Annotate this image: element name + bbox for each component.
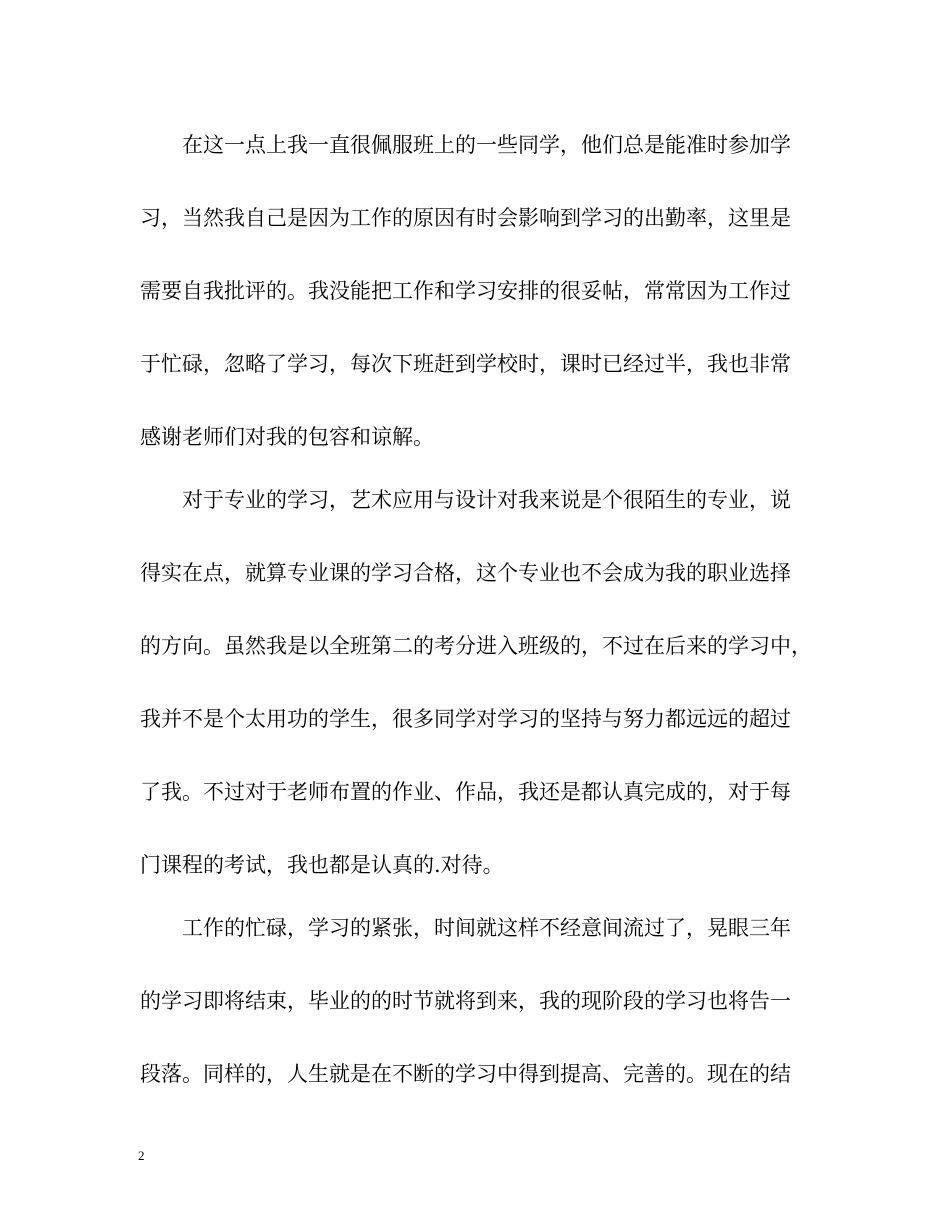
text-line: 需要自我批评的。我没能把工作和学习安排的很妥帖，常常因为工作过 [140, 279, 791, 303]
text-line: 的学习即将结束，毕业的的时节就将到来，我的现阶段的学习也将告一 [140, 989, 791, 1013]
text-line: 工作的忙碌，学习的紧张，时间就这样不经意间流过了，晃眼三年 [140, 916, 791, 940]
text-line: 感谢老师们对我的包容和谅解。 [140, 425, 434, 449]
text-line: 习，当然我自己是因为工作的原因有时会影响到学习的出勤率，这里是 [140, 206, 791, 230]
text-line: 段落。同样的，人生就是在不断的学习中得到提高、完善的。现在的结 [140, 1062, 791, 1086]
text-line: 在这一点上我一直很佩服班上的一些同学，他们总是能准时参加学 [140, 133, 791, 157]
text-line: 于忙碌，忽略了学习，每次下班赶到学校时，课时已经过半，我也非常 [140, 352, 791, 376]
text-line: 门课程的考试，我也都是认真的.对待。 [140, 853, 504, 877]
text-line: 了我。不过对于老师布置的作业、作品，我还是都认真完成的，对于每 [140, 780, 791, 804]
text-line: 的方向。虽然我是以全班第二的考分进入班级的，不过在后来的学习中， [140, 634, 812, 658]
text-line: 对于专业的学习，艺术应用与设计对我来说是个很陌生的专业，说 [140, 488, 791, 512]
page-number: 2 [138, 1148, 145, 1163]
text-line: 我并不是个太用功的学生，很多同学对学习的坚持与努力都远远的超过 [140, 707, 791, 731]
text-line: 得实在点，就算专业课的学习合格，这个专业也不会成为我的职业选择 [140, 561, 791, 585]
